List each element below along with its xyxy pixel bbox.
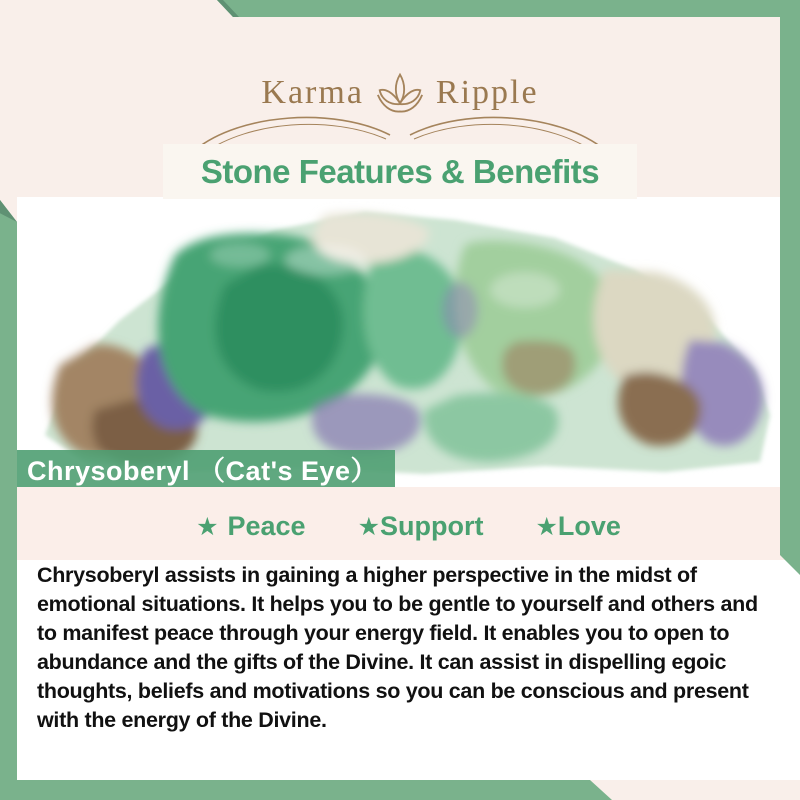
benefit-label: Love (557, 511, 621, 541)
lotus-icon (374, 69, 426, 117)
benefit-label: Peace (227, 511, 306, 541)
frame-top-bar (217, 0, 800, 17)
section-title: Stone Features & Benefits (200, 152, 600, 190)
benefit-support (358, 511, 484, 542)
section-banner (163, 144, 637, 199)
frame-right-bar (780, 0, 800, 575)
frame-left-bar (0, 200, 17, 800)
benefits-strip (17, 487, 800, 560)
brand-name-left: Karma (261, 73, 364, 111)
benefit-love (535, 511, 620, 542)
stone-description: Chrysoberyl assists in gaining a higher perspective in the midst of emotional situations. It helps you to be gentle to yourself and others and to manifest peace through your energy field. It enables you to open to abundance and the gifts of the Divine. It can assist in dispelling egoic thoughts, beliefs and motivations so you can be conscious and present with the energy of the Divine. (37, 563, 758, 732)
star-icon: ★ (196, 512, 219, 541)
benefit-label: Support (379, 511, 484, 541)
stone-name-band (17, 450, 395, 487)
brand-name-right: Ripple (435, 73, 539, 111)
brand-name (0, 50, 800, 135)
benefits-row (17, 511, 800, 542)
star-icon: ★ (357, 512, 380, 541)
star-icon: ★ (535, 512, 558, 541)
brand-logo (0, 50, 800, 135)
stone-photo (25, 200, 785, 485)
frame-bottom-bar (0, 780, 612, 800)
stone-name-label: Chrysoberyl （Cat's Eye） (27, 456, 379, 486)
benefit-peace (196, 511, 306, 542)
